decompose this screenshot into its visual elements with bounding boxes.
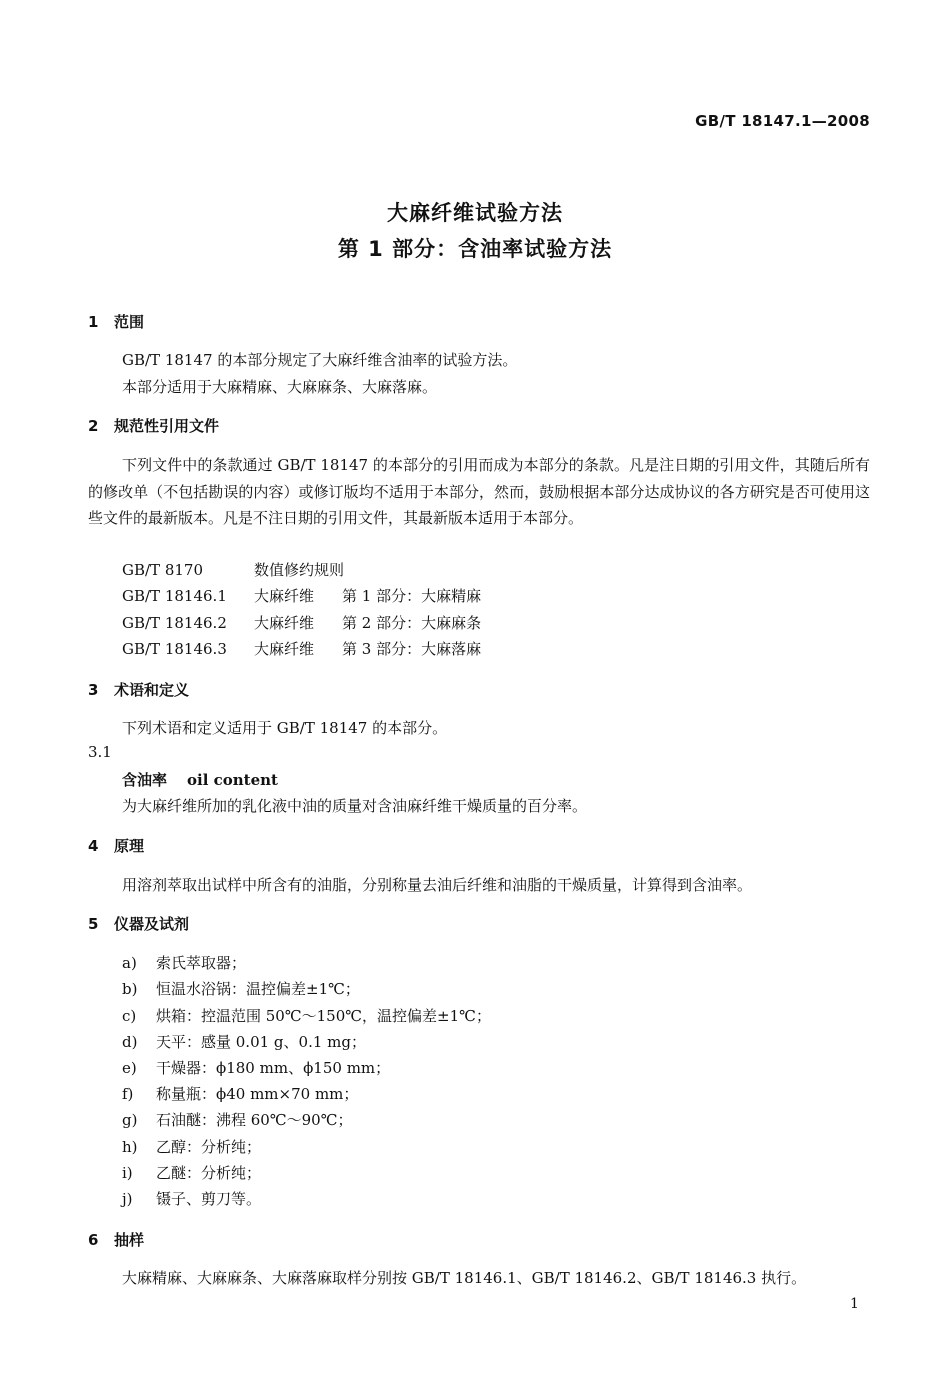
- section-number: 1: [88, 313, 99, 331]
- scope-line: GB/T 18147 的本部分规定了大麻纤维含油率的试验方法。: [122, 351, 518, 369]
- scope-line: 本部分适用于大麻精麻、大麻麻条、大麻落麻。: [122, 378, 438, 396]
- list-item: [122, 952, 246, 973]
- section-title: 规范性引用文件: [114, 417, 220, 435]
- term-entry: [122, 769, 278, 790]
- term-number: 3.1: [88, 743, 112, 761]
- section-heading-normative: [88, 415, 219, 436]
- section-number: 6: [88, 1231, 99, 1249]
- section-title: 仪器及试剂: [114, 915, 190, 933]
- list-item: [122, 1057, 390, 1078]
- sampling-text: 大麻精麻、大麻麻条、大麻落麻取样分别按 GB/T 18146.1、GB/T 18146.2、GB/T 18146.3 执行。: [122, 1269, 807, 1287]
- list-text: 石油醚：沸程 60℃～90℃；: [156, 1111, 353, 1129]
- list-marker: g): [122, 1111, 138, 1129]
- list-text: 干燥器：ϕ180 mm、ϕ150 mm；: [156, 1059, 391, 1077]
- list-marker: h): [122, 1138, 138, 1156]
- list-item: [122, 978, 360, 999]
- section-title: 抽样: [114, 1231, 145, 1249]
- list-item: [122, 1005, 491, 1026]
- list-item: [122, 1162, 261, 1183]
- list-marker: i): [122, 1164, 133, 1182]
- reference-item: [122, 559, 344, 580]
- reference-name: 数值修约规则: [254, 561, 345, 579]
- section-title: 范围: [114, 313, 145, 331]
- reference-part: 第 3 部分：大麻落麻: [342, 640, 482, 658]
- reference-name: 大麻纤维: [254, 587, 315, 605]
- section-heading-apparatus: [88, 913, 189, 934]
- list-marker: d): [122, 1033, 138, 1051]
- reference-item: [122, 585, 481, 606]
- section-heading-sampling: [88, 1229, 144, 1250]
- list-text: 称量瓶：ϕ40 mm×70 mm；: [156, 1085, 359, 1103]
- section-heading-scope: [88, 311, 144, 332]
- standard-number: GB/T 18147.1—2008: [695, 112, 870, 130]
- terms-intro: 下列术语和定义适用于 GB/T 18147 的本部分。: [122, 719, 448, 737]
- reference-code: GB/T 8170: [122, 561, 204, 579]
- list-text: 乙醚：分析纯；: [156, 1164, 262, 1182]
- document-title: 大麻纤维试验方法: [387, 201, 563, 225]
- term-en: oil content: [187, 771, 278, 789]
- reference-name: 大麻纤维: [254, 640, 315, 658]
- section-number: 3: [88, 681, 99, 699]
- section-number: 4: [88, 837, 99, 855]
- list-marker: c): [122, 1007, 137, 1025]
- list-marker: e): [122, 1059, 137, 1077]
- reference-code: GB/T 18146.1: [122, 587, 227, 605]
- list-item: [122, 1031, 366, 1052]
- section-title: 术语和定义: [114, 681, 190, 699]
- reference-part: 第 2 部分：大麻麻条: [342, 614, 482, 632]
- list-text: 乙醇：分析纯；: [156, 1138, 262, 1156]
- section-title: 原理: [114, 837, 145, 855]
- list-text: 烘箱：控温范围 50℃～150℃，温控偏差±1℃；: [156, 1007, 491, 1025]
- list-marker: b): [122, 980, 138, 998]
- list-text: 索氏萃取器；: [156, 954, 247, 972]
- list-item: [122, 1083, 358, 1104]
- normative-paragraph: 下列文件中的条款通过 GB/T 18147 的本部分的引用而成为本部分的条款。凡是注日期的引用文件，其随后所有的修改单（不包括勘误的内容）或修订版均不适用于本部分，然而，鼓励根据本部分达成协议的各方研究是否可使用这些文件的最新版本。凡是不注日期的引用文件，其最新版本适用于本部分。: [88, 456, 870, 527]
- list-item: [122, 1136, 261, 1157]
- document-subtitle: 第 1 部分：含油率试验方法: [337, 237, 613, 261]
- section-heading-terms: [88, 679, 189, 700]
- list-marker: a): [122, 954, 137, 972]
- reference-code: GB/T 18146.3: [122, 640, 227, 658]
- section-number: 2: [88, 417, 99, 435]
- list-marker: j): [122, 1190, 133, 1208]
- term-definition: 为大麻纤维所加的乳化液中油的质量对含油麻纤维干燥质量的百分率。: [122, 797, 588, 815]
- reference-item: [122, 638, 481, 659]
- principle-text: 用溶剂萃取出试样中所含有的油脂，分别称量去油后纤维和油脂的干燥质量，计算得到含油率。: [122, 876, 753, 894]
- list-text: 天平：感量 0.01 g、0.1 mg；: [156, 1033, 366, 1051]
- section-number: 5: [88, 915, 99, 933]
- reference-item: [122, 612, 481, 633]
- page-number: 1: [850, 1296, 859, 1312]
- list-item: [122, 1188, 261, 1209]
- section-heading-principle: [88, 835, 144, 856]
- list-item: [122, 1109, 353, 1130]
- reference-name: 大麻纤维: [254, 614, 315, 632]
- reference-part: 第 1 部分：大麻精麻: [342, 587, 482, 605]
- term-zh: 含油率: [122, 771, 168, 789]
- list-text: 恒温水浴锅：温控偏差±1℃；: [156, 980, 360, 998]
- reference-code: GB/T 18146.2: [122, 614, 227, 632]
- list-marker: f): [122, 1085, 134, 1103]
- list-text: 镊子、剪刀等。: [156, 1190, 262, 1208]
